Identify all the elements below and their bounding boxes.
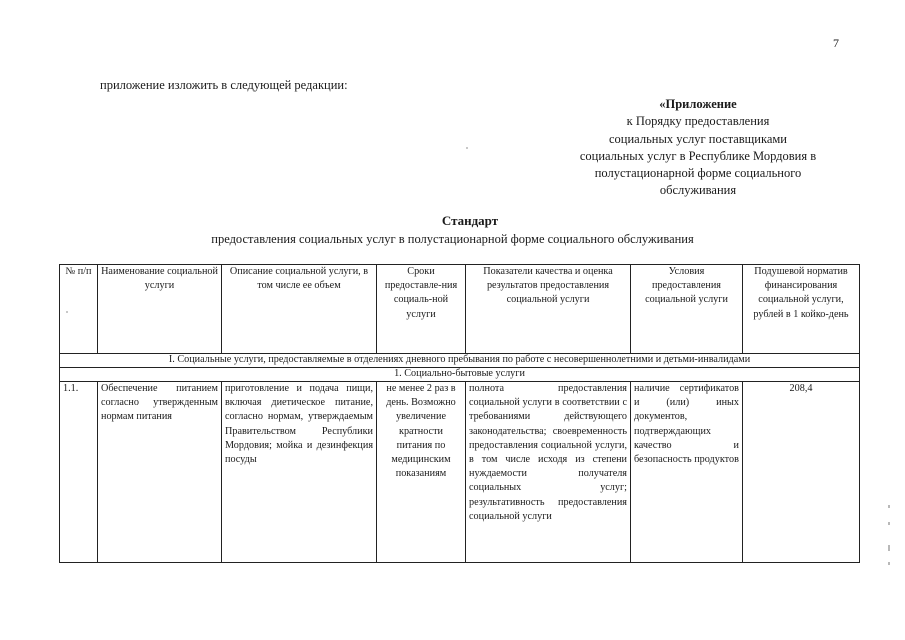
intro-text: приложение изложить в следующей редакции: <box>100 78 348 92</box>
subsection-title: 1. Социально-бытовые услуги <box>60 368 860 382</box>
document-title: Стандарт <box>441 213 499 228</box>
header-cell-name: Наименование социальной услуги <box>98 265 222 354</box>
section-title: I. Социальные услуги, предоставляемые в отделениях дневного пребывания по работе с несовершеннолетними и детьми-инвалидами <box>60 354 860 368</box>
scan-artifact <box>888 505 890 508</box>
header-cell-description: Описание социальной услуги, в том числе ее объем <box>222 265 377 354</box>
cell-name: Обеспечение питанием согласно утвержденным нормам питания <box>98 382 222 563</box>
header-cell-terms: Сроки предоставле-ния социаль-ной услуги <box>377 265 466 354</box>
header-cell-quality: Показатели качества и оценка результатов предоставления социальной услуги <box>466 265 631 354</box>
scan-artifact <box>888 522 890 525</box>
cell-quality: полнота предоставления социальной услуги в соответствии с требованиями действующего законодательства; своевременность предоставления социальной услуги, в том числе исходя из степени нуждаемости получателя социальных услуг; результативность предоставления социальной услуги <box>466 382 631 563</box>
appendix-heading: «Приложение <box>659 97 737 111</box>
header-cell-norm: Подушевой норматив финансирования социальной услуги, рублей в 1 койко-день <box>743 265 860 354</box>
table-row <box>60 382 860 563</box>
appendix-line: к Порядку предоставления <box>626 114 770 129</box>
table-header-row <box>60 265 860 354</box>
cell-norm: 208,4 <box>743 382 860 563</box>
section-row <box>60 354 860 368</box>
cell-number: 1.1. <box>60 382 98 563</box>
standard-table <box>59 264 860 563</box>
appendix-line: социальных услуг в Республике Мордовия в <box>579 148 817 163</box>
appendix-line: социальных услуг поставщиками <box>609 131 787 146</box>
cell-terms: не менее 2 раз в день. Возможно увеличение кратности питания по медицинским показаниям <box>377 382 466 563</box>
appendix-line: обслуживания <box>659 183 737 198</box>
scan-artifact <box>888 562 890 565</box>
page-number: 7 <box>833 36 839 50</box>
scan-artifact <box>888 545 890 551</box>
subsection-row <box>60 368 860 382</box>
scan-dot <box>466 147 468 149</box>
cell-description: приготовление и подача пищи, включая диетическое питание, согласно нормам, утверждаемым Правительством Республики Мордовия; мойка и дезинфекция посуды <box>222 382 377 563</box>
appendix-line: полустационарной форме социального <box>594 166 802 181</box>
document-subtitle: предоставления социальных услуг в полустационарной форме социального обслуживания <box>211 232 694 246</box>
header-cell-number: № п/п <box>60 265 98 354</box>
scan-dot <box>66 311 68 313</box>
cell-conditions: наличие сертификатов и (или) иных документов, подтверждающих качество и безопасность продуктов <box>631 382 743 563</box>
appendix-block <box>548 96 848 200</box>
header-cell-conditions: Условия предоставления социальной услуги <box>631 265 743 354</box>
